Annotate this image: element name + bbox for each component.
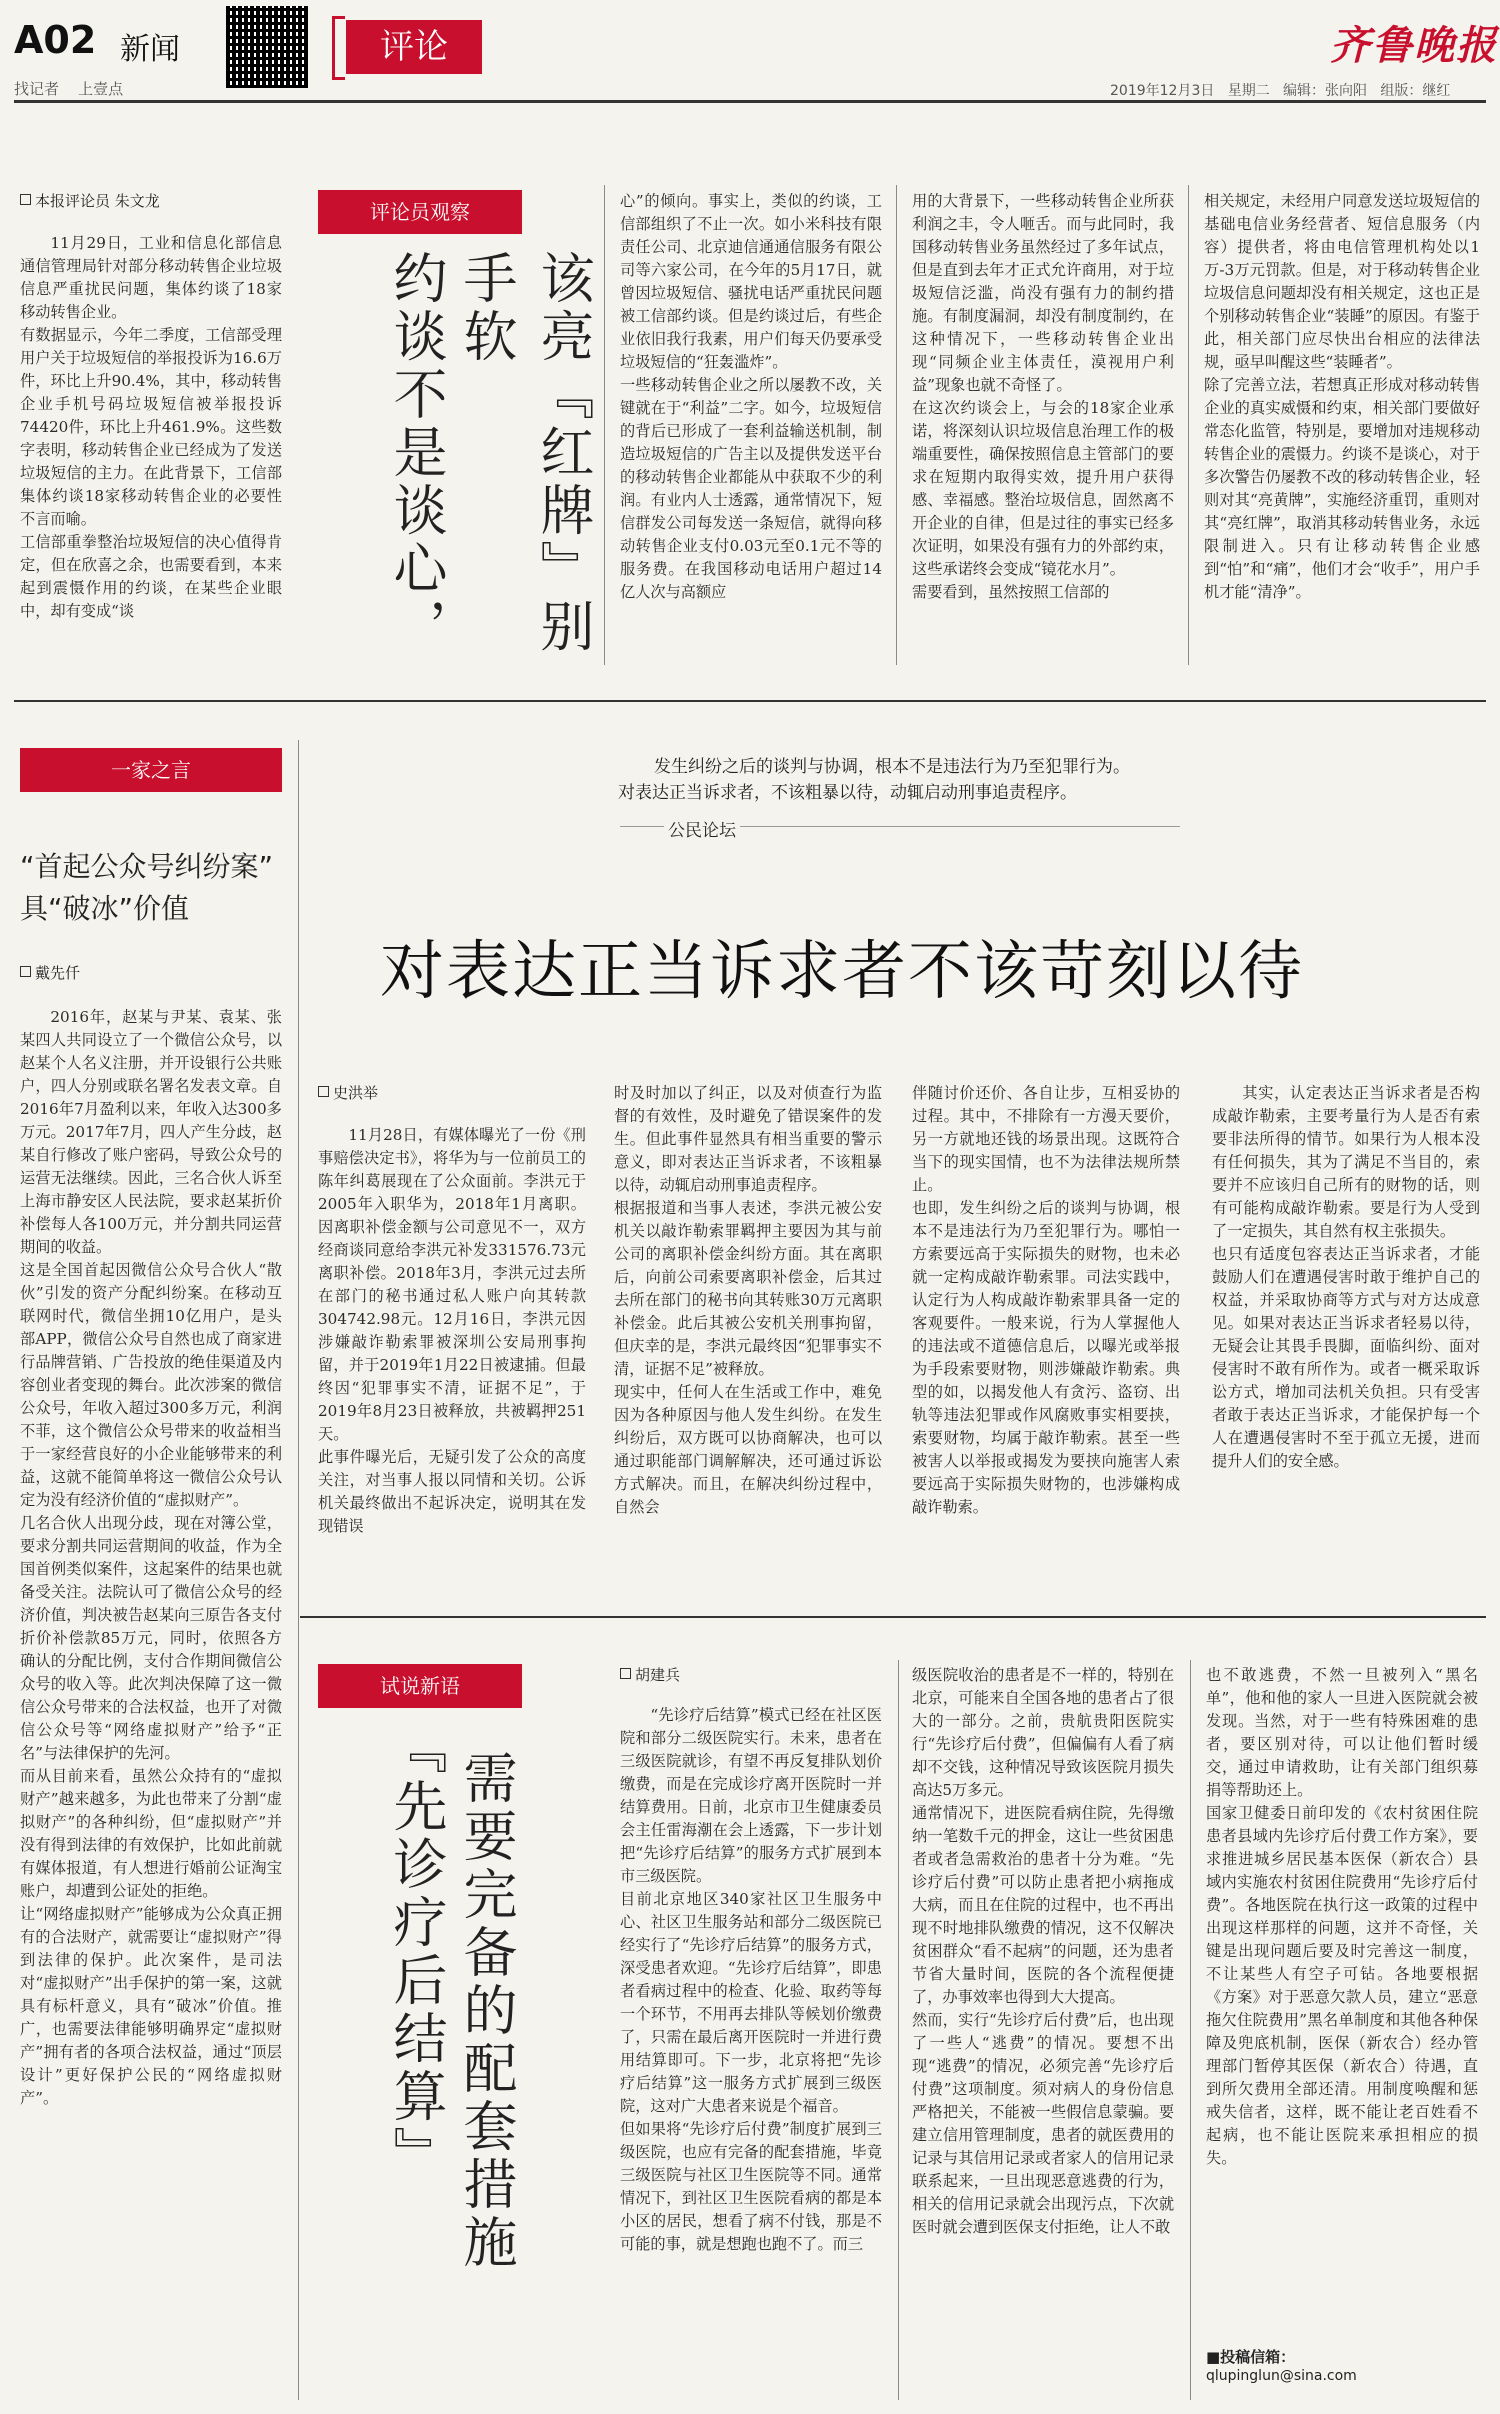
section-rule — [300, 1616, 1486, 1618]
column-divider — [896, 185, 897, 665]
column-divider — [1188, 185, 1189, 665]
article1-body-col2: 心”的倾向。事实上，类似的约谈，工信部组织了不止一次。如小米科技有限责任公司、北京迪信通通信服务有限公司等六家公司，在今年的5月17日，就曾因垃圾短信、骚扰电话严重扰民问题被工信部约谈。但是约谈过后，有些企业依旧我行我素，用户们每天仍要承受垃圾短信的“狂轰滥炸”。 一些移动转售企业之所以屡教不改，关键就在于“利益”二字。如今，垃圾短信的背后已形成了一套利益输送机制，制造垃圾短信的广告主以及提供发送平台的移动转售企业都能从中获取不少的利润。有业内人士透露，通常情况下，短信群发公司每发送一条短信，就得向移动转售企业支付0.03元至0.1元不等的服务费。在我国移动电话用户超过14亿人次与高额应 — [620, 192, 882, 601]
article3-summary-line2: 对表达正当诉求者，不该粗暴以待，动辄启动刑事追责程序。 — [618, 783, 1077, 803]
article3-byline: 史洪举 — [318, 1082, 378, 1103]
column-bracket-icon — [332, 16, 345, 80]
submission-email-label: ■投稿信箱： — [1206, 2348, 1296, 2366]
page-number: A02 — [14, 18, 97, 62]
article1-title-col1: 该亮『红牌』别手软 — [455, 250, 595, 656]
column-tag: 评论 — [346, 20, 482, 74]
article3-summary-line1: 发生纠纷之后的谈判与协调，根本不是违法行为乃至犯罪行为。 — [654, 757, 1130, 777]
column-divider — [604, 185, 605, 665]
date-editor-line: 2019年12月3日 星期二 编辑：张向阳 组版：继红 — [1110, 83, 1451, 99]
article3-body-col2: 时及时加以了纠正，以及对侦查行为监督的有效性，及时避免了错误案件的发生。但此事件显然具有相当重要的警示意义，即对表达正当诉求者，不该粗暴以待，动辄启动刑事追责程序。 根据报道和当事人表述，李洪元被公安机关以敲诈勒索罪羁押主要因为其与前公司的离职补偿金纠纷方面。其在离职后，向前公司索要离职补偿金，后其过去所在部门的秘书向其转账30万元离职补偿金。此后其被公安机关刑事拘留，但庆幸的是，李洪元最终因“犯罪事实不清，证据不足”被释放。 现实中，任何人在生活或工作中，难免因为各种原因与他人发生纠纷。在发生纠纷后，双方既可以协商解决，也可以通过职能部门调解解决，还可通过诉讼方式解决。而且，在解决纠纷过程中，自然会 — [614, 1084, 882, 1516]
article1-byline: 本报评论员 朱文龙 — [20, 190, 160, 211]
article4-title-col2: 『先诊疗后结算』 — [385, 1720, 448, 2184]
article2-tag: 一家之言 — [20, 748, 282, 792]
column-divider — [898, 1660, 899, 2400]
article2-byline: 戴先仟 — [20, 962, 80, 983]
masthead-rule — [14, 100, 1486, 103]
column-divider — [298, 740, 299, 2400]
article4-body-col2: 级医院收治的患者是不一样的，特别在北京，可能来自全国各地的患者占了很大的一部分。之前，贵航贵阳医院实行“先诊疗后付费”，但偏偏有人看了病却不交钱，这种情况导致该医院月损失高达5万多元。 通常情况下，进医院看病住院，先得缴纳一笔数千元的押金，这让一些贫困患者或者急需救治的患者十分为难。“先诊疗后付费”可以防止患者把小病拖成大病，而且在住院的过程中，也不再出现不时地排队缴费的情况，这不仅解决贫困群众“看不起病”的问题，还为患者节省大量时间，医院的各个流程便捷了，办事效率也得到大大提高。 然而，实行“先诊疗后付费”后，也出现了一些人“逃费”的情况。要想不出现“逃费”的情况，必须完善“先诊疗后付费”这项制度。须对病人的身份信息严格把关，不能被一些假信息蒙骗。要建立信用管理制度，患者的就医费用的记录与其信用记录或者家人的信用记录联系起来，一旦出现恶意逃费的行为，相关的信用记录就会出现污点，下次就医时就会遭到医保支付拒绝，让人不敢 — [912, 1666, 1174, 2236]
paper-logo: 齐鲁晚报 — [1330, 22, 1498, 69]
article3-headline: 对表达正当诉求者不该苛刻以待 — [380, 935, 1304, 1009]
article4-body-col3: 也不敢逃费，不然一旦被列入“黑名单”，他和他的家人一旦进入医院就会被发现。当然，对于一些有特殊困难的患者，要区别对待，可以让他们暂时缓交，通过申请救助，让有关部门组织募捐等帮助还上。 国家卫健委日前印发的《农村贫困住院患者县域内先诊疗后付费工作方案》，要求推进城乡居民基本医保（新农合）县域内实施农村贫困住院费用“先诊疗后付费”。各地医院在执行这一政策的过程中出现这样那样的问题，这并不奇怪，关键是出现问题后要及时完善这一制度，不让某些人有空子可钻。各地要根据《方案》对于恶意欠款人员，建立“恶意拖欠住院费用”黑名单制度和其他各种保障及兜底机制，医保（新农合）经办管理部门暂停其医保（新农合）待遇，直到所欠费用全部还清。用制度唤醒和惩戒失信者，这样，既不能让老百姓看不起病，也不能让医院来承担相应的损失。 — [1206, 1666, 1478, 2167]
article1-body-col1: 11月29日，工业和信息化部信息通信管理局针对部分移动转售企业垃圾信息严重扰民问题，集体约谈了18家移动转售企业。 有数据显示，今年二季度，工信部受理用户关于垃圾短信的举报投诉为16.6万件，环比上升90.4%，其中，移动转售企业手机号码垃圾短信被举报投诉74420件，环比上升461.9%。这些数字表明，移动转售企业已经成为了发送垃圾短信的主力。在此背景下，工信部集体约谈18家移动转售企业的必要性不言而喻。 工信部重拳整治垃圾短信的决心值得肯定，但在欣喜之余，也需要看到，本来起到震慑作用的约谈，在某些企业眼中，却有变成“谈 — [20, 234, 282, 620]
article4-title-col1: 需要完备的配套措施 — [455, 1750, 518, 2272]
article1-tag: 评论员观察 — [318, 190, 522, 234]
masthead-subline: 找记者 上壹点 — [14, 80, 124, 98]
article2-title: “首起公众号纠纷案” 具“破冰”价值 — [20, 850, 274, 925]
qr-code-icon — [226, 6, 308, 88]
section-rule — [14, 700, 1486, 702]
article1-title-col2: 约谈不是谈心， — [385, 250, 448, 656]
article4-tag: 试说新语 — [318, 1664, 522, 1708]
section-name: 新闻 — [120, 32, 180, 67]
article3-body-col4: 其实，认定表达正当诉求者是否构成敲诈勒索，主要考量行为人是否有索要非法所得的情节。如果行为人根本没有任何损失，其为了满足不当目的，索要并不应该归自己所有的财物的话，则有可能构成敲诈勒索。要是行为人受到了一定损失，其自然有权主张损失。 也只有适度包容表达正当诉求者，才能鼓励人们在遭遇侵害时敢于维护自己的权益，并采取协商等方式与对方达成意见。如果对表达正当诉求者轻易以待，无疑会让其畏手畏脚，面临纠纷、面对侵害时不敢有所作为。或者一概采取诉讼方式，增加司法机关负担。只有受害者敢于表达正当诉求，才能保护每一个人在遭遇侵害时不至于孤立无援，进而提升人们的安全感。 — [1212, 1084, 1480, 1470]
article1-body-col3: 用的大背景下，一些移动转售企业所获利润之丰，令人咂舌。而与此同时，我国移动转售业务虽然经过了多年试点，但是直到去年才正式允许商用，对于垃圾短信泛滥，尚没有强有力的制约措施。有制度漏洞，却没有制度制约，在这种情况下，一些移动转售企业出现“同频企业主体责任，漠视用户利益”现象也就不奇怪了。 在这次约谈会上，与会的18家企业承诺，将深刻认识垃圾信息治理工作的极端重要性，确保按照信息主管部门的要求在短期内取得实效，提升用户获得感、幸福感。整治垃圾信息，固然离不开企业的自律，但是过往的事实已经多次证明，如果没有强有力的外部约束，这些承诺终会变成“镜花水月”。 需要看到，虽然按照工信部的 — [912, 192, 1174, 601]
column-divider — [1190, 1660, 1191, 2400]
article3-body-col1: 11月28日，有媒体曝光了一份《刑事赔偿决定书》，将华为与一位前员工的陈年纠葛展现在了公众面前。李洪元于2005年入职华为，2018年1月离职。因离职补偿金额与公司意见不一，双方经商谈同意给李洪元补发331576.73元离职补偿。2018年3月，李洪元过去所在部门的秘书通过私人账户向其转款304742.98元。12月16日，李洪元因涉嫌敲诈勒索罪被深圳公安局刑事拘留，并于2019年1月22日被逮捕。但最终因“犯罪事实不清，证据不足”，于2019年8月23日被释放，共被羁押251天。 此事件曝光后，无疑引发了公众的高度关注，对当事人报以同情和关切。公诉机关最终做出不起诉决定，说明其在发现错误 — [318, 1126, 586, 1535]
article4-byline: 胡建兵 — [620, 1664, 680, 1685]
submission-email-address[interactable]: qlupinglun@sina.com — [1206, 2368, 1357, 2384]
article3-body-col3: 伴随讨价还价、各自让步，互相妥协的过程。其中，不排除有一方漫天要价，另一方就地还钱的场景出现。这既符合当下的现实国情，也不为法律法规所禁止。 也即，发生纠纷之后的谈判与协调，根本不是违法行为乃至犯罪行为。哪怕一方索要远高于实际损失的财物，也未必就一定构成敲诈勒索罪。司法实践中，认定行为人构成敲诈勒索罪具备一定的客观要件。一般来说，行为人掌握他人的违法或不道德信息后，以曝光或举报为手段索要财物，则涉嫌敲诈勒索。典型的如，以揭发他人有贪污、盗窃、出轨等违法犯罪或作风腐败事实相要挟，索要财物，均属于敲诈勒索。甚至一些被害人以举报或揭发为要挟向施害人索要远高于实际损失财物的，也涉嫌构成敲诈勒索。 — [912, 1084, 1180, 1516]
article2-body: 2016年，赵某与尹某、袁某、张某四人共同设立了一个微信公众号，以赵某个人名义注册，并开设银行公共账户，四人分别或联名署名发表文章。自2016年7月盈利以来，年收入达300多万元。2017年7月，四人产生分歧，赵某自行修改了账户密码，导致公众号的运营无法继续。因此，三名合伙人诉至上海市静安区人民法院，要求赵某折价补偿每人各100万元，并分割共同运营期间的收益。 这是全国首起因微信公众号合伙人“散伙”引发的资产分配纠纷案。在移动互联网时代，微信坐拥10亿用户，是头部APP，微信公众号自然也成了商家进行品牌营销、广告投放的绝佳渠道及内容创业者变现的舞台。此次涉案的微信公众号，年收入超过300多万元，利润不菲，这个微信公众号带来的收益相当于一家经营良好的小企业能够带来的利益，这就不能简单将这一微信公众号认定为没有经济价值的“虚拟财产”。 几名合伙人出现分歧，现在对簿公堂，要求分割共同运营期间的收益，作为全国首例类似案件，这起案件的结果也就备受关注。法院认可了微信公众号的经济价值，判决被告赵某向三原告各支付折价补偿款85万元，同时，依照各方确认的分配比例，支付合作期间微信公众号的收入等。此次判决保障了这一微信公众号带来的合法权益，也开了对微信公众号等“网络虚拟财产”给予“正名”与法律保护的先河。 而从目前来看，虽然公众持有的“虚拟财产”越来越多，为此也带来了分割“虚拟财产”的各种纠纷，但“虚拟财产”并没有得到法律的有效保护，比如此前就有媒体报道，有人想进行婚前公证淘宝账户，却遭到公证处的拒绝。 让“网络虚拟财产”能够成为公众真正拥有的合法财产，就需要让“虚拟财产”得到法律的保护。此次案件，是司法对“虚拟财产”出手保护的第一案，这就具有标杆意义，具有“破冰”价值。推广，也需要法律能够明确界定“虚拟财产”拥有者的各项合法权益，通过“顶层设计”更好保护公民的“网络虚拟财产”。 — [20, 1008, 282, 2107]
article1-body-col4: 相关规定，未经用户同意发送垃圾短信的基础电信业务经营者、短信息服务（内容）提供者，将由电信管理机构处以1万-3万元罚款。但是，对于移动转售企业垃圾信息问题却没有相关规定，这也正是个别移动转售企业“装睡”的原因。有鉴于此，相关部门应尽快出台相应的法律法规，亟早叫醒这些“装睡者”。 除了完善立法，若想真正形成对移动转售企业的真实威慑和约束，相关部门要做好常态化监管，特别是，要增加对违规移动转售企业的震慑力。约谈不是谈心，对于多次警告仍屡教不改的移动转售企业，轻则对其“亮黄牌”，实施经济重罚，重则对其“亮红牌”，取消其移动转售业务，永远限制进入。只有让移动转售企业感到“怕”和“痛”，他们才会“收手”，用户手机才能“清净”。 — [1204, 192, 1480, 601]
article4-body-col1: “先诊疗后结算”模式已经在社区医院和部分二级医院实行。未来，患者在三级医院就诊，有望不再反复排队划价缴费，而是在完成诊疗离开医院时一并结算费用。日前，北京市卫生健康委员会主任雷海潮在会上透露，下一步计划把“先诊疗后结算”的服务方式扩展到本市三级医院。 目前北京地区340家社区卫生服务中心、社区卫生服务站和部分二级医院已经实行了“先诊疗后结算”的服务方式，深受患者欢迎。“先诊疗后结算”，即患者看病过程中的检查、化验、取药等每一个环节，不用再去排队等候划价缴费了，只需在最后离开医院时一并进行费用结算即可。下一步，北京将把“先诊疗后结算”这一服务方式扩展到三级医院，这对广大患者来说是个福音。 但如果将“先诊疗后付费”制度扩展到三级医院，也应有完备的配套措施，毕竟三级医院与社区卫生医院等不同。通常情况下，到社区卫生医院看病的都是本小区的居民，想看了病不付钱，那是不可能的事，就是想跑也跑不了。而三 — [620, 1706, 882, 2253]
article3-column-label: 公民论坛 — [664, 816, 740, 841]
